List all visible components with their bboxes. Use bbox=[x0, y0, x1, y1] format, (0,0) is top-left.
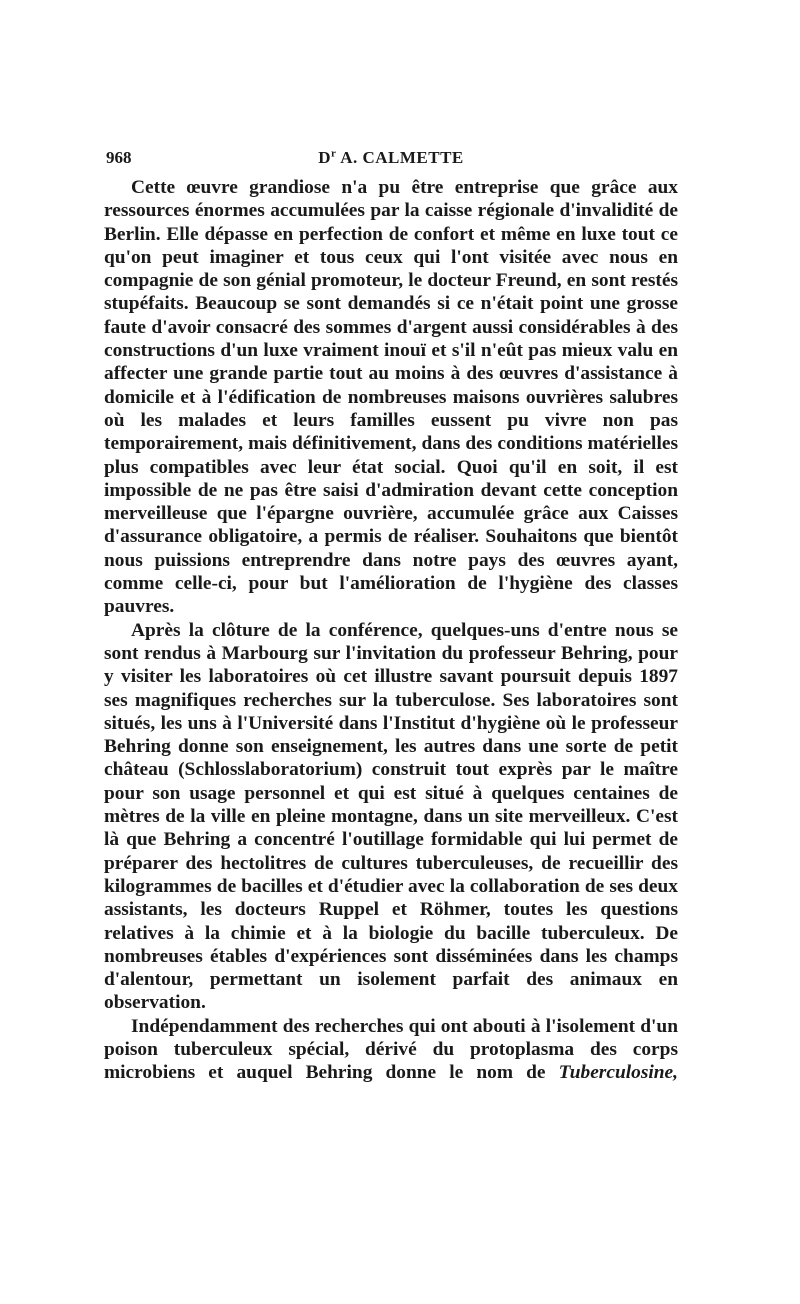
author-name: A. CALMETTE bbox=[340, 148, 464, 167]
author-prefix-superscript: r bbox=[331, 147, 337, 160]
paragraph-3-text: Indépendamment des recherches qui ont abouti à l'isolement d'un poison tuberculeux spécial, dérivé du protoplasma des corps microbiens et auquel Behring donne le nom de bbox=[104, 1015, 678, 1084]
paragraph-1: Cette œuvre grandiose n'a pu être entreprise que grâce aux ressources énormes accumulées par la caisse régionale d'invalidité de Berlin. Elle dépasse en perfection de confort et même en luxe tout ce qu'on peut imaginer et tous ceux qui l'ont visitée avec nous en compagnie de son génial promoteur, le docteur Freund, en sont restés stupéfaits. Beaucoup se sont demandés si ce n'était point une grosse faute d'avoir consacré des sommes d'argent aussi considérables à des constructions d'un luxe vraiment inouï et s'il n'eût pas mieux valu en affecter une grande partie tout au moins à des œuvres d'assistance à domicile et à l'édification de nombreuses maisons ouvrières salubres où les malades et leurs familles eussent pu vivre non pas temporairement, mais définitivement, dans des conditions matérielles plus compatibles avec leur état social. Quoi qu'il en soit, il est impossible de ne pas être saisi d'admiration devant cette conception merveilleuse que l'épargne ouvrière, accumulée grâce aux Caisses d'assurance obligatoire, a permis de réaliser. Souhaitons que bientôt nous puissions entreprendre dans notre pays des œuvres ayant, comme celle-ci, pour but l'amélioration de l'hygiène des classes pauvres. bbox=[104, 177, 678, 618]
body-text bbox=[104, 176, 678, 1085]
paragraph-3 bbox=[104, 1015, 678, 1085]
running-head bbox=[104, 148, 678, 168]
paragraph-2: Après la clôture de la conférence, quelques-uns d'entre nous se sont rendus à Marbourg sur l'invitation du professeur Behring, pour y visiter les laboratoires où cet illustre savant poursuit depuis 1897 ses magnifiques recherches sur la tuberculose. Ses laboratoires sont situés, les uns à l'Université dans l'Institut d'hygiène où le professeur Behring donne son enseignement, les autres dans une sorte de petit château (Schlosslaboratorium) construit tout exprès par le maître pour son usage personnel et qui est situé à quelques centaines de mètres de la ville en pleine montagne, dans un site merveilleux. C'est là que Behring a concentré l'outillage formidable qui lui permet de préparer des hectolitres de cultures tuberculeuses, de recueillir des kilogrammes de bacilles et d'étudier avec la collaboration de ses deux assistants, les docteurs Ruppel et Röhmer, toutes les questions relatives à la chimie et à la biologie du bacille tuberculeux. De nombreuses étables d'expériences sont disséminées dans les champs d'alentour, permettant un isolement parfait des animaux en observation. bbox=[104, 619, 678, 1014]
page-number: 968 bbox=[106, 148, 132, 167]
author-prefix: D bbox=[318, 148, 331, 167]
page-header bbox=[104, 148, 678, 176]
document-page bbox=[104, 148, 678, 1085]
paragraph-3-italic-term: Tuberculosine, bbox=[558, 1062, 678, 1084]
